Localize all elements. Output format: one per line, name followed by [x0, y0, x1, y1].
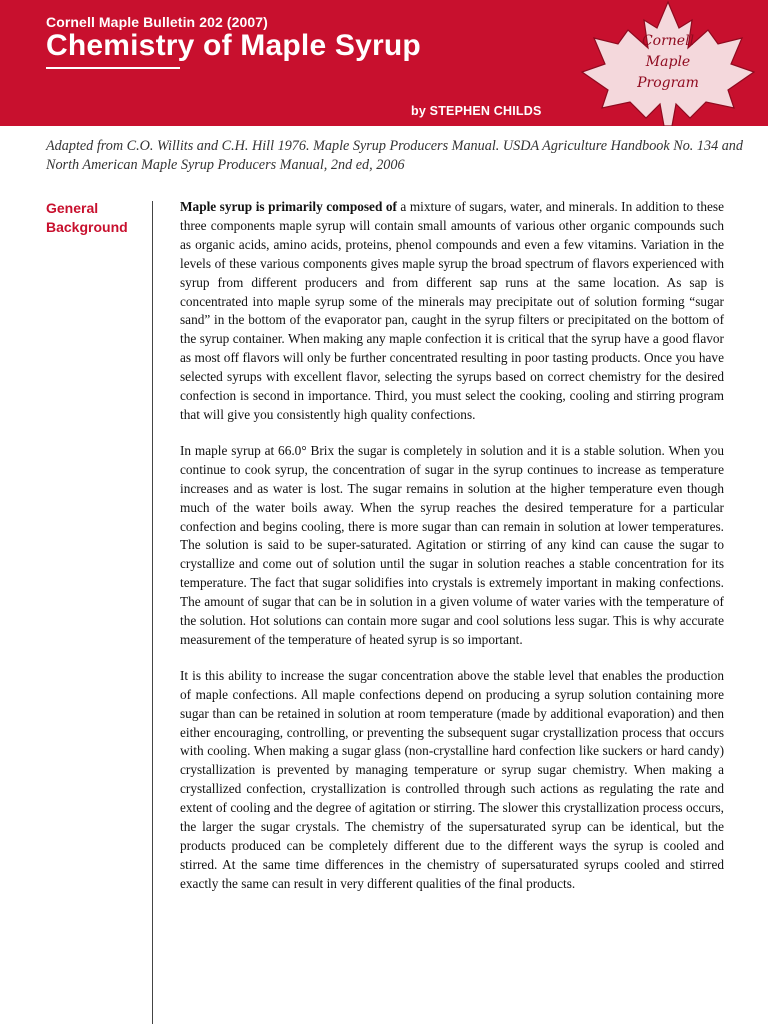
bulletin-label: Cornell Maple Bulletin 202 (2007) [46, 14, 268, 30]
body-text [180, 198, 724, 911]
logo-line-2: Maple [645, 54, 691, 70]
paragraph-1-text: a mixture of sugars, water, and minerals. In addition to these three components maple syrup will contain small amounts of various other organic compounds such as organic acids, amino acids, proteins, phenol compounds and even a few vitamins. Variation in the levels of these various components gives maple syrup the broad spectrum of flavors experienced with syrup from different producers and from different sap runs at the same location. As sap is concentrated into maple syrup some of the minerals may precipitate out of solution forming “sugar sand” in the bottom of the evaporator pan, caught in the syrup filters or precipitated on the bottom of the syrup container. When making any maple confection it is critical that the syrup have a good flavor as most off flavors will only be further concentrated resulting in poor tasting products. Once you have selected syrups with excellent flavor, selecting the syrups based on correct chemistry for the desired confection is second in importance. Third, you must select the cooking, cooling and stirring program that will give you consistently high quality confections. [180, 199, 724, 422]
logo-line-3: Program [637, 75, 699, 91]
section-heading-line-1: General [46, 200, 99, 216]
author-byline: by STEPHEN CHILDS [411, 104, 542, 118]
section-heading-line-2: Background [46, 219, 128, 235]
column-divider [152, 201, 153, 1024]
header-banner [0, 0, 768, 126]
title-underline [46, 67, 180, 69]
paragraph-1-lead: Maple syrup is primarily composed of [180, 199, 397, 214]
paragraph-3: It is this ability to increase the sugar concentration above the stable level that enables the production of maple confections. All maple confections depend on producing a syrup solution containing more sugar than can be retained in solution at room temperature (made by additional evaporation) and then either encouraging, controlling, or preventing the subsequent sugar crystallization process that occurs with cooling. When making a sugar glass (non-crystalline hard confection like suckers or hard candy) crystallization is prevented by managing temperature or syrup sugar chemistry. When making a crystallized confection, crystallization is controlled through such actions as regulating the rate and extent of cooling and the degree of agitation or stirring. The slower this crystallization process occurs, the larger the sugar crystals. The chemistry of the supersaturated syrup can be identical, but the products produced can be completely different due to the different ways the syrup is cooled and stirred. At the same time differences in the chemistry of supersaturated syrups cooled and stirred exactly the same can result in very different qualities of the final products. [180, 667, 724, 891]
paragraph-1 [180, 198, 724, 425]
section-heading [46, 199, 146, 237]
logo-line-1: Cornell [641, 33, 695, 49]
maple-leaf-logo [568, 0, 768, 126]
page-title: Chemistry of Maple Syrup [46, 29, 421, 62]
paragraph-2: In maple syrup at 66.0° Brix the sugar is completely in solution and it is a stable solution. When you continue to cook syrup, the concentration of sugar in the syrup continues to increase as temperature increases and as water is lost. The sugar remains in solution at the higher temperature even though much of the water boils away. When the syrup reaches the desired temperature for a particular confection and begins cooling, there is more sugar than can remain in solution at lower temperatures. The solution is said to be super-saturated. Agitation or stirring of any kind can cause the sugar to crystallize and come out of solution until the sugar in solution reaches a stable concentration for its temperature. The fact that sugar solidifies into crystals is extremely important in making confections. The amount of sugar that can be in solution in a given volume of water varies with the temperature of the solution. Hot solutions can contain more sugar and cool solutions less sugar. This is why accurate measurement of the temperature of heated syrup is so important. [180, 442, 724, 647]
source-citation: Adapted from C.O. Willits and C.H. Hill 1976. Maple Syrup Producers Manual. USDA Agriculture Handbook No. 134 and North American Maple Syrup Producers Manual, 2nd ed, 2006 [46, 138, 743, 173]
